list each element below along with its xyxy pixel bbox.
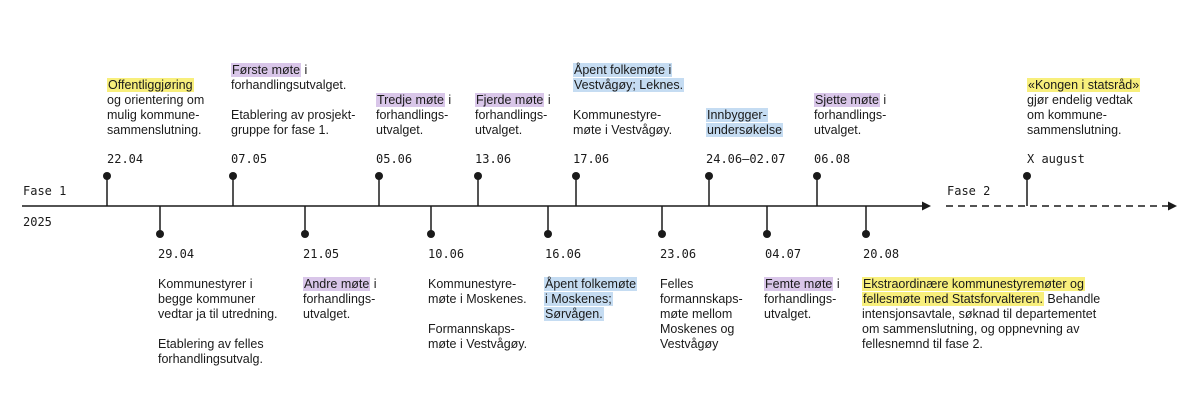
lower-tick-0407 — [763, 206, 771, 238]
description-line: forhandlings- — [376, 108, 449, 122]
description-line: forhandlings- — [814, 108, 887, 122]
description-line: forhandlings- — [764, 292, 837, 306]
plain-text: i — [833, 277, 840, 291]
lower-tick-1606 — [544, 206, 552, 238]
event-date: 05.06 — [376, 152, 413, 166]
event-date: 17.06 — [573, 152, 610, 166]
description-line — [544, 277, 637, 292]
lower-tick-2105 — [301, 206, 309, 238]
event-date: 13.06 — [475, 152, 512, 166]
description-line: utvalget. — [303, 307, 351, 321]
description-line: møte mellom — [660, 307, 733, 321]
description-line — [376, 93, 451, 108]
phase2-arrowhead — [1168, 202, 1177, 211]
description-line: forhandlingsutvalget. — [231, 78, 347, 92]
description-line — [544, 292, 637, 307]
description-line: sammenslutning. — [107, 123, 202, 137]
highlighted-text: Fjerde møte — [476, 93, 544, 107]
description-line: Kommunestyre- — [573, 108, 662, 122]
event-description — [376, 93, 451, 138]
description-line — [573, 78, 684, 93]
description-line: utvalget. — [764, 307, 812, 321]
highlighted-text: Første møte — [232, 63, 301, 77]
highlighted-text: Ekstraordinære kommunestyremøter og — [863, 277, 1084, 291]
event-date: 21.05 — [303, 247, 340, 261]
plain-text: Behandle — [1043, 292, 1101, 306]
highlighted-text: Vestvågøy; Leknes. — [574, 78, 684, 92]
highlighted-text: fellesmøte med Statsforvalteren. — [863, 292, 1043, 306]
event-description — [862, 277, 1100, 352]
description-line — [764, 277, 840, 292]
description-line: møte i Moskenes. — [428, 292, 527, 306]
description-line: møte i Vestvågøy. — [573, 123, 673, 137]
description-line: Felles — [660, 277, 694, 291]
event-description — [107, 78, 204, 138]
description-line — [862, 277, 1100, 292]
highlighted-text: «Kongen i statsråd» — [1028, 78, 1140, 92]
plain-text: i — [301, 63, 308, 77]
plain-text: i — [444, 93, 452, 107]
upper-tick-0705 — [229, 172, 237, 206]
description-line: forhandlings- — [303, 292, 376, 306]
event-date: 24.06–02.07 — [706, 152, 786, 166]
highlighted-text: Åpent folkemøte — [545, 277, 637, 291]
highlighted-text: Tredje møte — [377, 93, 444, 107]
description-line: om sammenslutning, og oppnevning av — [862, 322, 1080, 336]
upper-tick-2204 — [103, 172, 111, 206]
event-description — [706, 108, 783, 138]
description-line: Kommunestyre- — [428, 277, 517, 291]
line-spacer — [231, 93, 355, 108]
event-date: 22.04 — [107, 152, 144, 166]
event-description — [544, 277, 637, 322]
event-description — [303, 277, 377, 322]
description-line: vedtar ja til utredning. — [158, 307, 278, 321]
description-line: Kommunestyrer i — [158, 277, 253, 291]
line-spacer — [428, 307, 527, 322]
upper-tick-xaug — [1023, 172, 1031, 206]
event-date: 29.04 — [158, 247, 195, 261]
description-line: formannskaps- — [660, 292, 743, 306]
event-date: 04.07 — [765, 247, 802, 261]
highlighted-text: i Moskenes; — [545, 292, 612, 306]
description-line — [231, 63, 355, 78]
description-line: gruppe for fase 1. — [231, 123, 329, 137]
description-line — [706, 108, 783, 123]
event-description — [764, 277, 840, 322]
description-line — [544, 307, 637, 322]
description-line: om kommune- — [1027, 108, 1107, 122]
timeline-arrowhead — [922, 202, 931, 211]
description-line: forhandlings- — [475, 108, 548, 122]
upper-tick-2406 — [705, 172, 713, 206]
description-line: mulig kommune- — [107, 108, 200, 122]
event-date: X august — [1027, 152, 1085, 166]
phase2-label: Fase 2 — [947, 184, 991, 198]
description-line: og orientering om — [107, 93, 205, 107]
upper-tick-0608 — [813, 172, 821, 206]
event-description — [1027, 78, 1140, 138]
description-line: utvalget. — [814, 123, 862, 137]
event-date: 06.08 — [814, 152, 851, 166]
upper-tick-0506 — [375, 172, 383, 206]
description-line: sammenslutning. — [1027, 123, 1122, 137]
highlighted-text: Andre møte — [304, 277, 370, 291]
description-line — [475, 93, 551, 108]
description-line: forhandlingsutvalg. — [158, 352, 263, 366]
description-line — [303, 277, 377, 292]
highlighted-text: Femte møte — [765, 277, 833, 291]
highlighted-text: Innbygger- — [707, 108, 767, 122]
plain-text: i — [544, 93, 551, 107]
description-line: Moskenes og — [660, 322, 735, 336]
description-line — [573, 63, 684, 78]
line-spacer — [573, 93, 684, 108]
upper-tick-1306 — [474, 172, 482, 206]
phase1-label: Fase 1 — [23, 184, 67, 198]
event-description — [475, 93, 551, 138]
description-line: fellesnemnd til fase 2. — [862, 337, 983, 351]
plain-text: i — [370, 277, 377, 291]
highlighted-text: undersøkelse — [707, 123, 783, 137]
description-line — [1027, 78, 1140, 93]
lower-tick-1006 — [427, 206, 435, 238]
event-description — [814, 93, 886, 138]
event-date: 23.06 — [660, 247, 697, 261]
description-line — [814, 93, 886, 108]
description-line: Etablering av prosjekt- — [231, 108, 356, 122]
description-line — [862, 292, 1100, 307]
event-description — [660, 277, 743, 352]
year-label: 2025 — [23, 215, 52, 229]
event-date: 10.06 — [428, 247, 465, 261]
description-line: Vestvågøy — [660, 337, 719, 351]
plain-text: i — [879, 93, 887, 107]
description-line: utvalget. — [475, 123, 523, 137]
highlighted-text: Sørvågen. — [545, 307, 603, 321]
lower-tick-2008 — [862, 206, 870, 238]
upper-tick-1706 — [572, 172, 580, 206]
event-date: 20.08 — [863, 247, 900, 261]
event-description — [231, 63, 355, 138]
description-line — [706, 123, 783, 138]
event-date: 07.05 — [231, 152, 268, 166]
event-description — [428, 277, 527, 352]
description-line — [107, 78, 204, 93]
description-line: begge kommuner — [158, 292, 256, 306]
highlighted-text: Offentliggjøring — [108, 78, 193, 92]
lower-tick-2306 — [658, 206, 666, 238]
event-date: 16.06 — [545, 247, 582, 261]
description-line: Formannskaps- — [428, 322, 515, 336]
description-line: møte i Vestvågøy. — [428, 337, 528, 351]
highlighted-text: Åpent folkemøte i — [574, 63, 672, 77]
event-description — [158, 277, 278, 367]
highlighted-text: Sjette møte — [815, 93, 879, 107]
event-description — [573, 63, 684, 138]
description-line: gjør endelig vedtak — [1027, 93, 1133, 107]
description-line: Etablering av felles — [158, 337, 264, 351]
lower-tick-2904 — [156, 206, 164, 238]
line-spacer — [158, 322, 278, 337]
description-line: utvalget. — [376, 123, 424, 137]
description-line: intensjonsavtale, søknad til departementet — [862, 307, 1097, 321]
